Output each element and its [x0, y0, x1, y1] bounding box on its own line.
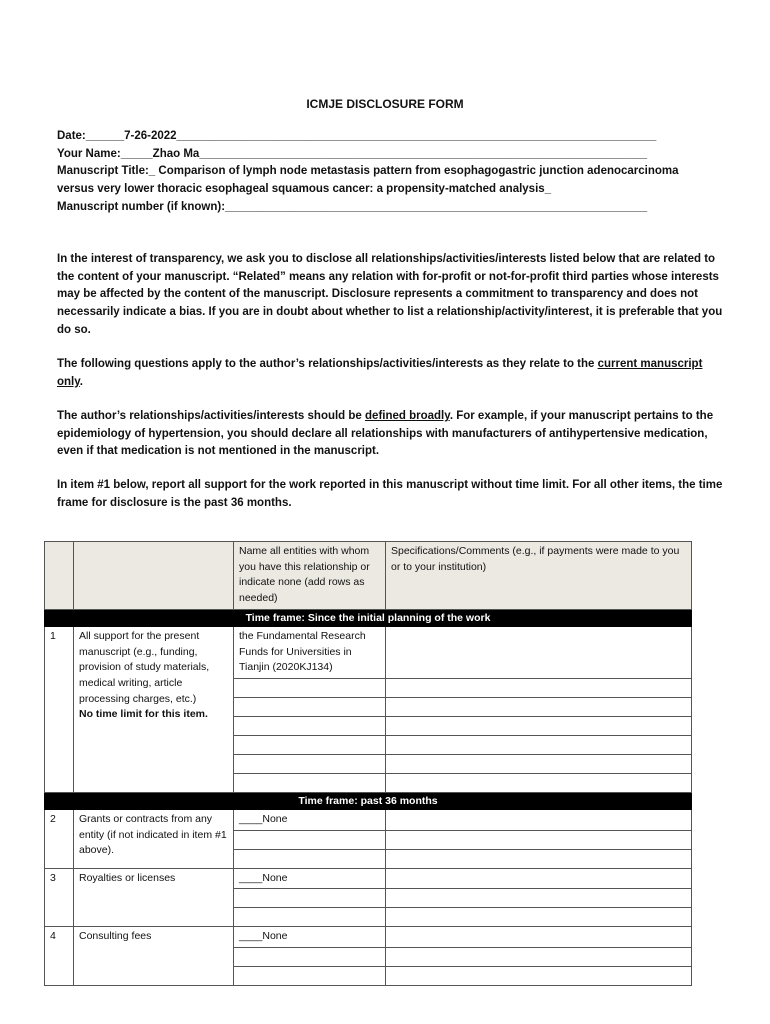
comment-input[interactable]	[386, 716, 692, 735]
timeframe-row-1	[45, 609, 692, 626]
broadly-paragraph	[57, 408, 729, 461]
entity-input[interactable]	[234, 830, 386, 849]
comment-input[interactable]	[386, 735, 692, 754]
comment-input[interactable]	[386, 754, 692, 773]
item-label	[74, 626, 234, 792]
scope-end: .	[79, 375, 83, 388]
header-entities: Name all entities with whom you have this relationship or indicate none (add rows as needed)	[234, 542, 386, 610]
entity-input[interactable]	[234, 735, 386, 754]
entity-input[interactable]	[234, 849, 386, 868]
entity-input[interactable]	[234, 697, 386, 716]
table-row	[45, 809, 692, 830]
manuscript-number-line: Manuscript number (if known):__________________________________________________________________	[57, 200, 648, 213]
header-comments: Specifications/Comments (e.g., if payments were made to you or to your institution)	[386, 542, 692, 610]
item-1-label: All support for the present manuscript (e.g., funding, provision of study materials, medical writing, article processing charges, etc.)	[79, 629, 210, 705]
manuscript-title-line-2: versus very lower thoracic esophageal squamous cancer: a propensity-matched analysis_	[57, 183, 552, 196]
timeframe-row-2	[45, 792, 692, 809]
entity-input[interactable]	[234, 948, 386, 967]
form-title: ICMJE DISCLOSURE FORM	[306, 97, 464, 111]
comment-input[interactable]	[386, 868, 692, 889]
entity-input[interactable]	[234, 716, 386, 735]
comment-input[interactable]	[386, 849, 692, 868]
comment-input[interactable]	[386, 809, 692, 830]
comment-input[interactable]	[386, 967, 692, 986]
entity-input[interactable]	[234, 678, 386, 697]
name-line: Your Name:_____Zhao Ma______________________________________________________________________	[57, 147, 648, 160]
comment-input[interactable]	[386, 830, 692, 849]
entity-input[interactable]	[234, 889, 386, 908]
entity-input[interactable]: ____None	[234, 809, 386, 830]
comment-input[interactable]	[386, 908, 692, 927]
item-label: Grants or contracts from any entity (if not indicated in item #1 above).	[74, 809, 234, 868]
item-number: 4	[45, 927, 74, 986]
table-row	[45, 868, 692, 889]
timeframe-paragraph: In item #1 below, report all support for the work reported in this manuscript without time limit. For all other items, the time frame for disclosure is the past 36 months.	[57, 479, 723, 509]
manuscript-title-line-1: Manuscript Title:_ Comparison of lymph node metastasis pattern from esophagogastric junction adenocarcinoma	[57, 165, 679, 178]
entity-input[interactable]: the Fundamental Research Funds for Universities in Tianjin (2020KJ134)	[234, 626, 386, 678]
timeframe-label-1: Time frame: Since the initial planning of the work	[45, 609, 692, 626]
entity-input[interactable]	[234, 754, 386, 773]
item-label: Consulting fees	[74, 927, 234, 986]
entity-input[interactable]: ____None	[234, 927, 386, 948]
broadly-underlined: defined broadly	[365, 410, 450, 422]
item-number: 2	[45, 809, 74, 868]
comment-input[interactable]	[386, 948, 692, 967]
item-1-no-time-limit: No time limit for this item.	[79, 708, 208, 721]
entity-input[interactable]	[234, 773, 386, 792]
entity-input[interactable]	[234, 908, 386, 927]
item-number: 1	[45, 626, 74, 792]
header-num-cell	[45, 542, 74, 610]
broadly-end: . For example, if your manuscript pertains to the epidemiology of hypertension, you should declare all relationships with manufacturers of antihypertensive medication, even if that medication is not mentioned in the manuscript.	[57, 410, 714, 458]
header-item-cell	[74, 542, 234, 610]
comment-input[interactable]	[386, 626, 692, 678]
item-number: 3	[45, 868, 74, 927]
form-header	[57, 128, 737, 217]
scope-text: The following questions apply to the author’s relationships/activities/interests as they relate to the	[57, 358, 598, 370]
scope-paragraph	[57, 356, 729, 391]
disclosure-table	[44, 541, 692, 986]
comment-input[interactable]	[386, 927, 692, 948]
broadly-text: The author’s relationships/activities/interests should be	[57, 410, 366, 422]
comment-input[interactable]	[386, 697, 692, 716]
table-row	[45, 927, 692, 948]
scope-underlined: current manuscript only	[57, 358, 703, 388]
timeframe-label-2: Time frame: past 36 months	[45, 792, 692, 809]
table-row	[45, 626, 692, 678]
item-label: Royalties or licenses	[74, 868, 234, 927]
date-line: Date:______7-26-2022___________________________________________________________________________	[57, 130, 657, 142]
intro-paragraph: In the interest of transparency, we ask you to disclose all relationships/activities/interests listed below that are related to the content of your manuscript. “Related” means any relation with for-profit or not-for-profit third parties whose interests may be affected by the content of the manuscript. Disclosure represents a commitment to transparency and does not necessarily indicate a bias. If you are in doubt about whether to list a relationship/activity/interest, it is preferable that you do so.	[57, 253, 723, 336]
comment-input[interactable]	[386, 678, 692, 697]
entity-input[interactable]: ____None	[234, 868, 386, 889]
entity-input[interactable]	[234, 967, 386, 986]
comment-input[interactable]	[386, 773, 692, 792]
comment-input[interactable]	[386, 889, 692, 908]
table-header-row	[45, 542, 692, 610]
